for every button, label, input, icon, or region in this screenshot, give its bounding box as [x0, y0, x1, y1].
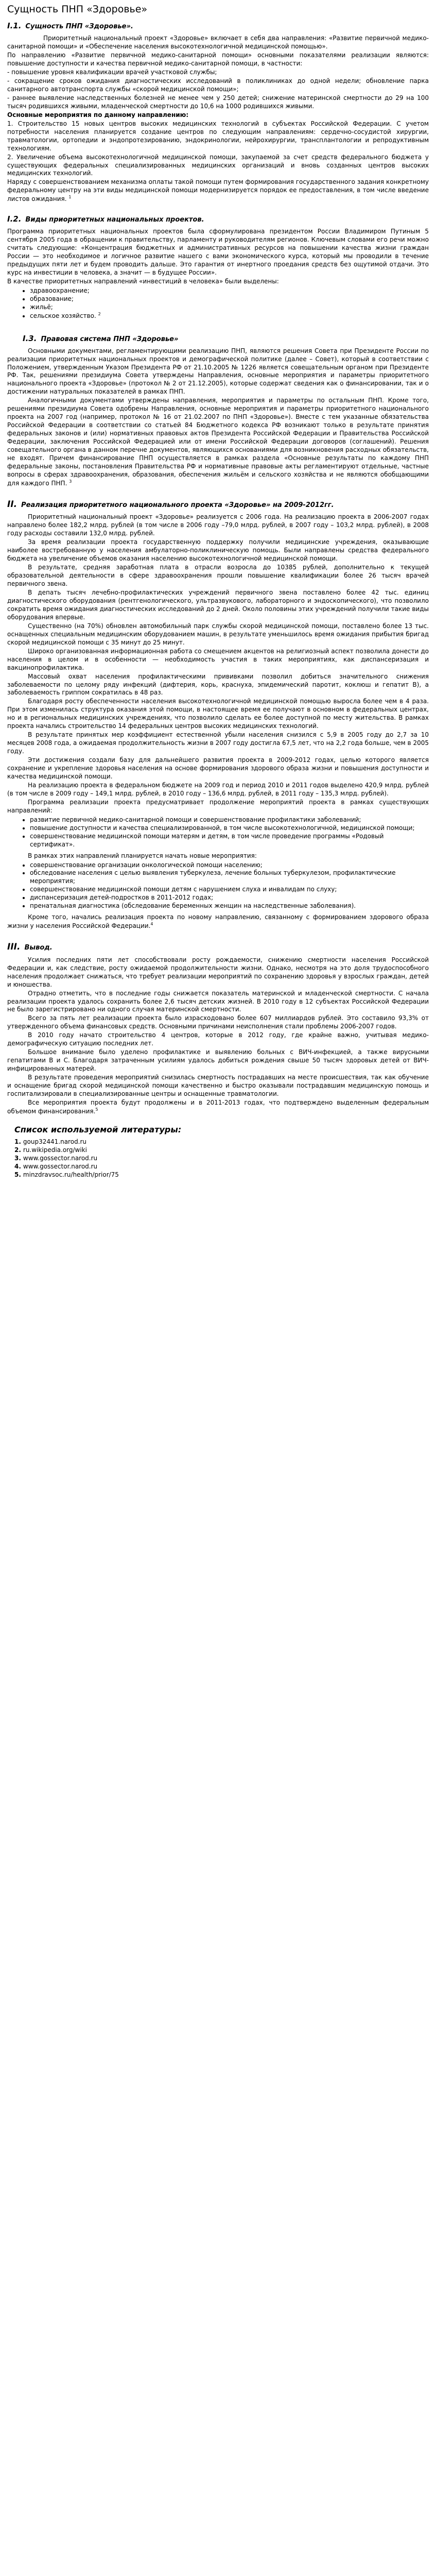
list-item: • образование;: [30, 295, 429, 303]
reference-number: 2.: [14, 1146, 21, 1154]
paragraph: [7, 913, 429, 930]
section-number: I.2.: [7, 214, 22, 224]
paragraph: Приоритетный национальный проект «Здоровье» включает в себя два направления: «Развитие первичной медико-санитарной помощи» и «Обеспечение населения высокотехнологичной медицинской помощью».: [7, 35, 429, 50]
list-item: [30, 312, 429, 320]
paragraph: Всего за пять лет реализации проекта было израсходовано более 607 миллиардов рублей. Это составило 93,3% от утвержденного объема финансовых средств. Основными причинами неисполнения стали проблемы 2006-2007 годов.: [7, 1014, 429, 1030]
paragraph: В рамках этих направлений планируется начать новые мероприятия:: [28, 852, 257, 859]
reference-link[interactable]: minzdravsoc.ru/health/prior/75: [23, 1171, 119, 1178]
direction-item: 2. Увеличение объема высокотехнологичной медицинской помощи, закупаемой за счет средств федерального бюджета у существующих федеральных специализированных медицинских организаций и вновь созданных центров высоких медицинских технологий.: [7, 153, 429, 177]
section-title: Сущность ПНП «Здоровье».: [25, 23, 133, 31]
section-heading-1-2: [7, 214, 429, 225]
list-item: • пренатальная диагностика (обследование беременных женщин на наследственные заболевания).: [30, 902, 429, 910]
paragraph: Массовый охват населения профилактическими прививками позволил добиться значительного снижения заболеваемости по целому ряду инфекций (дифтерия, корь, краснуха, эпидемический паротит, коклюш и гепатит В), а заболеваемость гриппом сократилась в 48 раз.: [7, 672, 429, 697]
list-item: • совершенствование организации онкологической помощи населению;: [30, 861, 429, 870]
paragraph: Широко организованная информационная работа со смещением акцентов на религиозный аспект позволила донести до населения в целом и в особенности — необходимость участия в таких мероприятиях, как диспансеризация и вакцинопрофилактика.: [7, 647, 429, 671]
reference-item: [14, 1138, 429, 1146]
reference-link[interactable]: goup32441.narod.ru: [23, 1138, 87, 1146]
directions-label: Основные мероприятия по данному направлению:: [7, 111, 189, 118]
reference-number: 3.: [14, 1155, 21, 1162]
section-title: Реализация приоритетного национального проекта «Здоровье» на 2009-2012гг.: [21, 501, 334, 509]
list-item: • совершенствование медицинской помощи детям с нарушением слуха и инвалидам по слуху;: [30, 886, 429, 894]
document: [0, 0, 436, 1179]
paragraph: Программа приоритетных национальных проектов была сформулирована президентом России Владимиром Путиным 5 сентября 2005 года в обращении к правительству, парламенту и руководителям регионов. Ключевым словами его речи можно считать следующие: «Концентрация бюджетных и административных ресурсов на повышении качества жизни граждан России — это необходимое и логичное развитие нашего с вами экономического курса, который мы проводили в течение предыдущих пяти лет и будем проводить дальше. Это гарантия от инертного проедания средств без ощутимой отдачи. Это курс на инвестиции в человека, а значит — в будущее России».: [7, 228, 429, 276]
paragraph: В качестве приоритетных направлений «инвестиций в человека» были выделены:: [7, 277, 279, 285]
section-number: I.3.: [23, 333, 37, 343]
paragraph: Отрадно отметить, что в последние годы снижается показатель материнской и младенческой смертности. С начала реализации проекта удалось сохранить более 2,6 тысяч детских жизней. В 2010 году в 12 субъектах Российской Федерации не было зарегистрировано ни одного случая материнской смертности.: [7, 989, 429, 1013]
reference-number: 1.: [14, 1138, 21, 1146]
paragraph: В результате принятых мер коэффициент естественной убыли населения снизился с 5,9 в 2005 году до 2,7 за 10 месяцев 2008 года, а ожидаемая продолжительность жизни в 2007 году достигла 67,5 лет, что на 2,2 года больше, чем в 2005 году.: [7, 731, 429, 755]
paragraph: Существенно (на 70%) обновлен автомобильный парк службы скорой медицинской помощи, поставлено более 13 тыс. оснащенных специальным медицинским оборудованием машин, в результате уменьшилось время ожидания прибытия бригад скорой медицинской помощи с 35 минут до 25 минут.: [7, 622, 429, 646]
paragraph: По направлению «Развитие первичной медико-санитарной помощи» основными показателями реализации являются: повышение доступности и качества первичной медико-санитарной помощи, в частности:: [7, 52, 429, 67]
reference-item: [14, 1163, 429, 1171]
paragraph: Основными документами, регламентирующими реализацию ПНП, являются решения Совета при Президенте России по реализации приоритетных национальных проектов и демографической политике (далее – Совет), который в соответствии с Положением, утвержденным Указом Президента РФ от 21.10.2005 № 1226 является совещательным органом при Президенте РФ. Так, решениями президиума Совета утверждены Направления, основные мероприятия и параметры приоритетного национального проекта «Здоровье» (протокол № 2 от 21.12.2005), которые содержат сведения как о финансировании, так и о достижении натуральных показателей в рамках ПНП.: [7, 347, 429, 396]
reference-number: 4.: [14, 1162, 21, 1170]
footnote-marker: 5: [95, 1107, 98, 1112]
paragraph: Большое внимание было уделено профилактике и выявлению больных с ВИЧ-инфекцией, а также вирусными гепатитами B и C. Благодаря затраченным усилиям удалось добиться рождения свыше 50 тысяч здоровых детей от ВИЧ-инфицированных матерей.: [7, 1048, 429, 1073]
paragraph: В результате, средняя заработная плата в отрасли возросла до 10385 рублей, дополнительно к текущей образовательной деятельности в сфере здравоохранения прошли повышение квалификации более 26 тысяч врачей первичного звена.: [7, 564, 429, 588]
list-item: • развитие первичной медико-санитарной помощи и совершенствование профилактики заболеваний;: [30, 816, 429, 824]
list-item: • здравоохранение;: [30, 287, 429, 295]
page-title: Сущность ПНП «Здоровье»: [7, 4, 148, 15]
directions-list: [7, 816, 429, 849]
paragraph: - повышение уровня квалификации врачей участковой службы;: [7, 69, 217, 76]
paragraph: Приоритетный национальный проект «Здоровье» реализуется с 2006 года. На реализацию проекта в 2006-2007 годах направлено более 182,2 млрд. рублей (в том числе в 2006 году –79,0 млрд. рублей, в 2007 году – 103,2 млрд. рублей), в 2008 году расходы составили 132,0 млрд. рублей.: [7, 513, 429, 537]
list-item: • обследование населения с целью выявления туберкулеза, лечение больных туберкулезом, профилактические мероприятия;: [30, 869, 429, 886]
section-title: Вывод.: [24, 944, 53, 952]
section-number: II.: [7, 499, 18, 510]
direction-item: 1. Строительство 15 новых центров высоких медицинских технологий в субъектах Российской Федерации. С учетом потребности населения планируется создание центров по следующим направлениям: сердечно-сосудистой хирургии, травматологии, ортопедии и эндопротезированию, эндокринологии, нейрохирургии, трансплантологии и репродуктивным технологиям.: [7, 120, 429, 152]
paragraph: Эти достижения создали базу для дальнейшего развития проекта в 2009-2012 годах, целью которого является сохранение и укрепление здоровья населения на основе формирования здорового образа жизни и повышения доступности и качества медицинской помощи.: [7, 756, 429, 780]
reference-number: 5.: [14, 1171, 21, 1178]
references-heading: Список используемой литературы:: [14, 1124, 182, 1134]
list-item: • повышение доступности и качества специализированной, в том числе высокотехнологичной, медицинской помощи;: [30, 824, 429, 833]
list-item: • совершенствование медицинской помощи матерям и детям, в том числе проведение программы «Родовый сертификат».: [30, 833, 429, 849]
section-heading-1-1: [7, 21, 429, 31]
section-heading-1-3: [7, 334, 429, 344]
paragraph: За время реализации проекта государственную поддержку получили медицинские учреждения, оказывающие наиболее востребованную у населения амбулаторно-поликлиническую помощь. Были направлены средства федерального бюджета на увеличение объемов оказания населению высокотехнологичной медицинской помощи.: [7, 538, 429, 563]
paragraph: В 2010 году начато строительство 4 центров, которые в 2012 году, где крайне важно, учитывая медико-демографическую ситуацию последних лет.: [7, 1031, 429, 1047]
paragraph-text: Все мероприятия проекта будут продолжены и в 2011-2013 годах, что подтверждено выделенным федеральным объемом финансирования.: [7, 1098, 429, 1115]
footnote-marker: 3: [69, 479, 72, 484]
section-title: Виды приоритетных национальных проектов.: [25, 216, 204, 224]
reference-item: [14, 1146, 429, 1155]
section-heading-2: [7, 499, 429, 511]
reference-link[interactable]: ru.wikipedia.org/wiki: [23, 1146, 87, 1154]
reference-link[interactable]: www.gossector.narod.ru: [23, 1162, 98, 1170]
paragraph: В результате проведения мероприятий снизилась смертность пострадавших на месте происшествия, так как обучение и оснащение бригад скорой медицинской помощи качественно и быстро оказывали пострадавшим медицинскую помощь и госпитализировали в специализированные центры и оснащенные травматологии.: [7, 1074, 429, 1097]
paragraph-text: Кроме того, начались реализация проекта по новому направлению, связанному с формированием здорового образа жизни у населения Российской Федерации.: [7, 913, 429, 930]
list-item: • диспансеризация детей-подростков в 2011-2012 годах;: [30, 894, 429, 902]
paragraph: [7, 178, 429, 204]
reference-item: [14, 1155, 429, 1163]
paragraph: - сокращение сроков ожидания диагностических исследований в поликлиниках до одной недели; обновление парка санитарного автотранспорта службы «скорой медицинской помощи»;: [7, 77, 429, 93]
paragraph: [7, 397, 429, 487]
paragraph: Программа реализации проекта предусматривает продолжение мероприятий проекта в рамках существующих направлений:: [7, 798, 429, 814]
list-item-text: сельское хозяйство.: [30, 312, 96, 319]
paragraph-text: Аналогичными документами утверждены направления, мероприятия и параметры по остальным ПНП. Кроме того, решениями президиума Совета одобрены Направления, основные мероприятия и параметры приоритетного национального проекта на 2007 год (например, протокол № 16 от 21.02.2007 по ПНП «Здоровье»). Вместе с тем указанные обязательства Российской Федерации в соответствии со статьей 84 Бюджетного кодекса РФ возникают только в результате принятия федеральных законов и (или) нормативных правовых актов Президента Российской Федерации и Правительства Российской Федерации, заключения Российской Федерацией или от имени Российской Федерации договоров (соглашений). Решения совещательного органа в данном перечне документов, являющихся основаниями для возникновения расходных обязательств, не входят. Причем финансирование ПНП осуществляется в рамках раздела «Основные результаты по каждому ПНП федеральные законы, постановления Правительства РФ и нормативные правовые акты регламентируют отдельные, частные вопросы в сферах здравоохранения, образования, обеспечения жильём и сельского хозяйства и не являются обобщающими для каждого ПНП.: [7, 397, 429, 487]
paragraph-text: Наряду с совершенствованием механизма оплаты такой помощи путем формирования государственного задания конкретному федеральному центру на эти виды медицинской помощи модернизируется порядок ее предоставления, в том числе введение листов ожидания.: [7, 178, 429, 203]
paragraph: Благодаря росту обеспеченности населения высокотехнологичной медицинской помощью выросла более чем в 4 раза. При этом изменилась структура оказания этой помощи, в настоящее время ее получают в основном в федеральных центрах, но и в региональных медицинских учреждениях, что позволило сделать ее более доступной по месту жительства. В рамках проекта начались строительство 14 федеральных центров высоких медицинских технологий.: [7, 698, 429, 730]
new-measures-list: [7, 861, 429, 911]
paragraph: В депать тысяч лечебно-профилактических учреждений первичного звена поставлено более 42 тыс. единиц диагностического оборудования (рентгенологического, ультразвукового, лабораторного и эндоскопического), что позволило сократить время ожидания диагностических исследований до 2 дней. Около половины этих учреждений получили такие виды оборудования впервые.: [7, 589, 429, 621]
paragraph: - раннее выявление наследственных болезней не менее чем у 250 детей; снижение материнской смертности до 29 на 100 тысяч родившихся живыми, младенческой смертности до 10,6 на 1000 родившихся живыми.: [7, 94, 429, 110]
paragraph: [7, 1099, 429, 1116]
section-number: III.: [7, 942, 21, 953]
priority-list: [7, 287, 429, 320]
paragraph: На реализацию проекта в федеральном бюджете на 2009 год и период 2010 и 2011 годов выделено 420,9 млрд. рублей (в том числе в 2009 году – 149,1 млрд. рублей, в 2010 году – 136,6 млрд. рублей, в 2011 году – 135,3 млрд. рублей).: [7, 781, 429, 797]
paragraph: Усилия последних пяти лет способствовали росту рождаемости, снижению смертности населения Российской Федерации и, как следствие, росту ожидаемой продолжительности жизни. Однако, несмотря на это доля трудоспособного населения продолжает снижаться, что требует реализации мероприятий по сохранению здоровья у взрослых граждан, детей и юношества.: [7, 956, 429, 988]
reference-link[interactable]: www.gossector.narod.ru: [23, 1155, 98, 1162]
footnote-marker: 2: [98, 311, 101, 316]
section-title: Правовая система ПНП «Здоровье»: [41, 335, 179, 343]
footnote-marker: 4: [150, 922, 153, 927]
footnote-marker: 1: [68, 195, 72, 200]
list-item: • жильё;: [30, 303, 429, 312]
section-number: I.1.: [7, 21, 22, 31]
reference-item: [14, 1171, 429, 1179]
references-list: [7, 1138, 429, 1179]
section-heading-3: [7, 941, 429, 953]
